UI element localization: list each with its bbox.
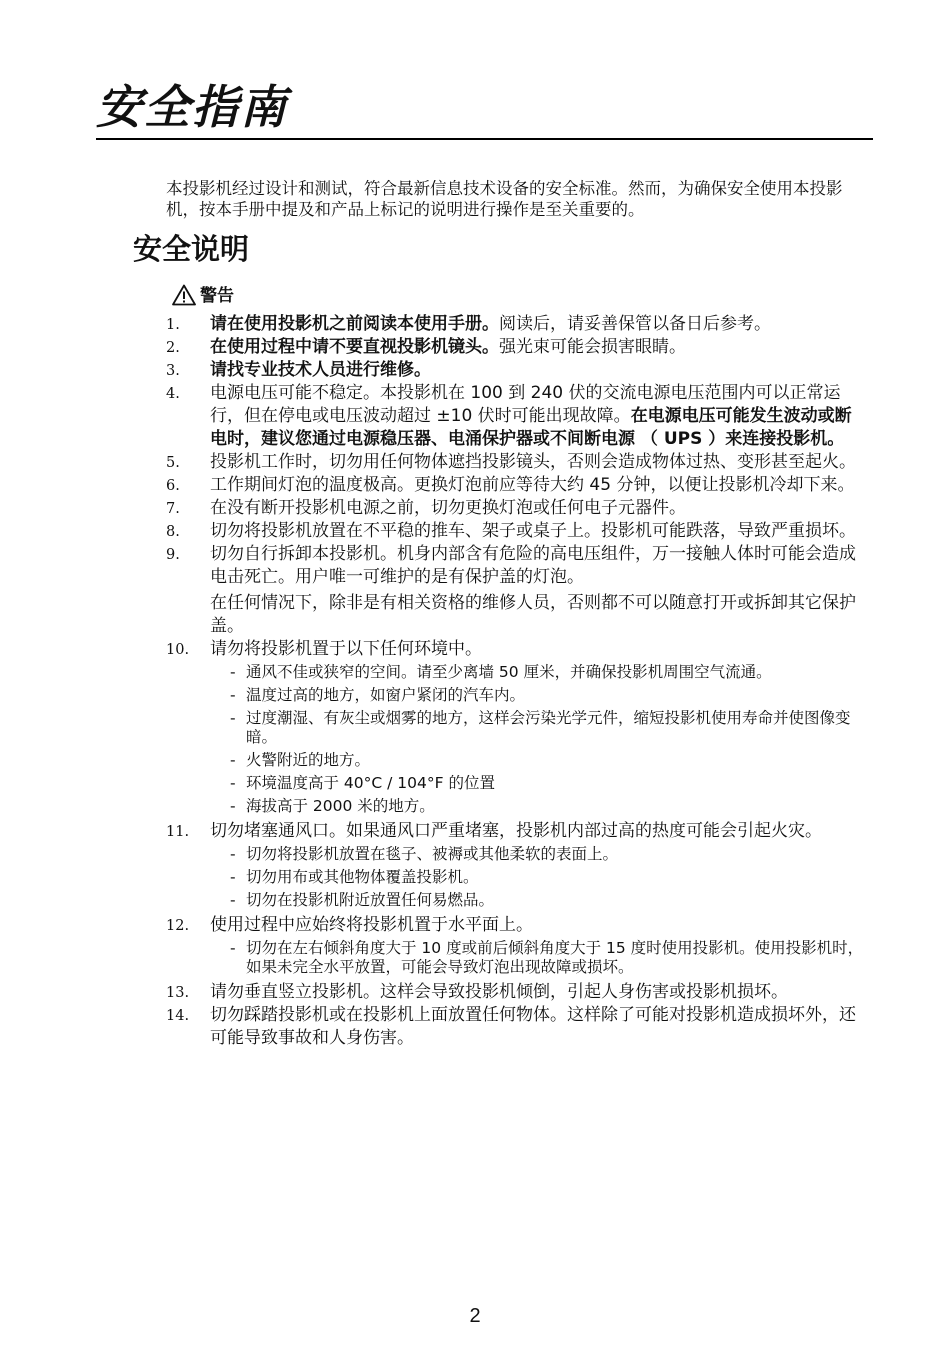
item-bold-text: 在电源电压可能发生波动或断电时，建议您通过电源稳压器、电涌保护器或不间断电源 （ UPS ）来连接投影机。 [210,406,852,449]
item-number: 6. [166,478,180,494]
list-item [166,820,868,910]
item-text: 使用过程中应始终将投影机置于水平面上。 [210,915,533,935]
item-number: 2. [166,340,180,356]
item-number: 11. [166,824,190,840]
sub-list-item: - 切勿在投影机附近放置任何易燃品。 [230,891,868,910]
item-bold-text: 在使用过程中请不要直视投影机镜头。 [210,337,499,357]
title-divider [96,138,873,140]
sub-list-item: - 切勿在左右倾斜角度大于 10 度或前后倾斜角度大于 15 度时使用投影机。使用投影机时，如果未完全水平放置，可能会导致灯泡出现故障或损坏。 [230,939,868,977]
list-item [166,638,868,816]
sub-list [210,845,868,910]
page-title: 安全指南 [96,80,288,134]
list-item [166,520,868,543]
item-number: 12. [166,918,190,934]
warning-heading [172,281,234,306]
item-number: 14. [166,1008,190,1024]
list-item [166,359,868,382]
item-number: 7. [166,501,180,517]
intro-paragraph: 本投影机经过设计和测试，符合最新信息技术设备的安全标准。然而，为确保安全使用本投影机，按本手册中提及和产品上标记的说明进行操作是至关重要的。 [166,179,843,219]
item-text: 工作期间灯泡的温度极高。更换灯泡前应等待大约 45 分钟，以便让投影机冷却下来。 [210,475,855,495]
item-text: 阅读后，请妥善保管以备日后参考。 [499,314,771,334]
item-text: 请勿垂直竖立投影机。这样会导致投影机倾倒，引起人身伤害或投影机损坏。 [210,982,788,1002]
sub-list-item: - 温度过高的地方，如窗户紧闭的汽车内。 [230,686,868,705]
list-item [166,474,868,497]
item-text: 切勿将投影机放置在不平稳的推车、架子或桌子上。投影机可能跌落，导致严重损坏。 [210,521,856,541]
sub-list-item: - 环境温度高于 40°C / 104°F 的位置 [230,774,868,793]
list-item [166,497,868,520]
list-item [166,981,868,1004]
sub-list [210,663,868,816]
item-text: 切勿踩踏投影机或在投影机上面放置任何物体。这样除了可能对投影机造成损坏外，还可能导致事故和人身伤害。 [210,1005,856,1048]
sub-list-item: - 切勿将投影机放置在毯子、被褥或其他柔软的表面上。 [230,845,868,864]
item-text: 强光束可能会损害眼睛。 [499,337,686,357]
item-number: 9. [166,547,180,563]
list-item [166,1004,868,1050]
item-number: 5. [166,455,180,471]
sub-list-item: - 通风不佳或狭窄的空间。请至少离墙 50 厘米，并确保投影机周围空气流通。 [230,663,868,682]
list-item [166,543,868,638]
page-number: 2 [469,1305,481,1327]
sub-list-item: - 过度潮湿、有灰尘或烟雾的地方，这样会污染光学元件，缩短投影机使用寿命并使图像变暗。 [230,709,868,747]
section-heading: 安全说明 [133,232,250,266]
list-item [166,382,868,451]
list-item [166,313,868,336]
item-text: 切勿自行拆卸本投影机。机身内部含有危险的高电压组件，万一接触人体时可能会造成电击死亡。用户唯一可维护的是有保护盖的灯泡。 [210,544,856,587]
item-text: 切勿堵塞通风口。如果通风口严重堵塞，投影机内部过高的热度可能会引起火灾。 [210,821,822,841]
item-number: 13. [166,985,190,1001]
list-item [166,451,868,474]
list-item [166,336,868,359]
sub-list-item: - 火警附近的地方。 [230,751,868,770]
sub-list-item: - 海拔高于 2000 米的地方。 [230,797,868,816]
item-text-continued: 在任何情况下，除非是有相关资格的维修人员，否则都不可以随意打开或拆卸其它保护盖。 [210,593,856,636]
item-bold-text: 请在使用投影机之前阅读本使用手册。 [210,314,499,334]
warning-label: 警告 [200,286,234,306]
item-bold-text: 请找专业技术人员进行维修。 [210,360,431,380]
item-text: 请勿将投影机置于以下任何环境中。 [210,639,482,659]
item-number: 1. [166,317,180,333]
item-text: 投影机工作时，切勿用任何物体遮挡投影镜头，否则会造成物体过热、变形甚至起火。 [210,452,856,472]
item-text: 电源电压可能不稳定。本投影机在 100 到 240 伏的交流电源电压范围内可以正常运行，但在停电或电压波动超过 ±10 伏时可能出现故障。 [210,383,841,426]
safety-list [166,313,868,1050]
warning-triangle-icon [172,284,196,306]
item-number: 3. [166,363,180,379]
sub-list [210,939,868,977]
list-item [166,914,868,977]
item-text: 在没有断开投影机电源之前，切勿更换灯泡或任何电子元器件。 [210,498,686,518]
sub-list-item: - 切勿用布或其他物体覆盖投影机。 [230,868,868,887]
item-number: 8. [166,524,180,540]
item-number: 10. [166,642,190,658]
item-number: 4. [166,386,180,402]
